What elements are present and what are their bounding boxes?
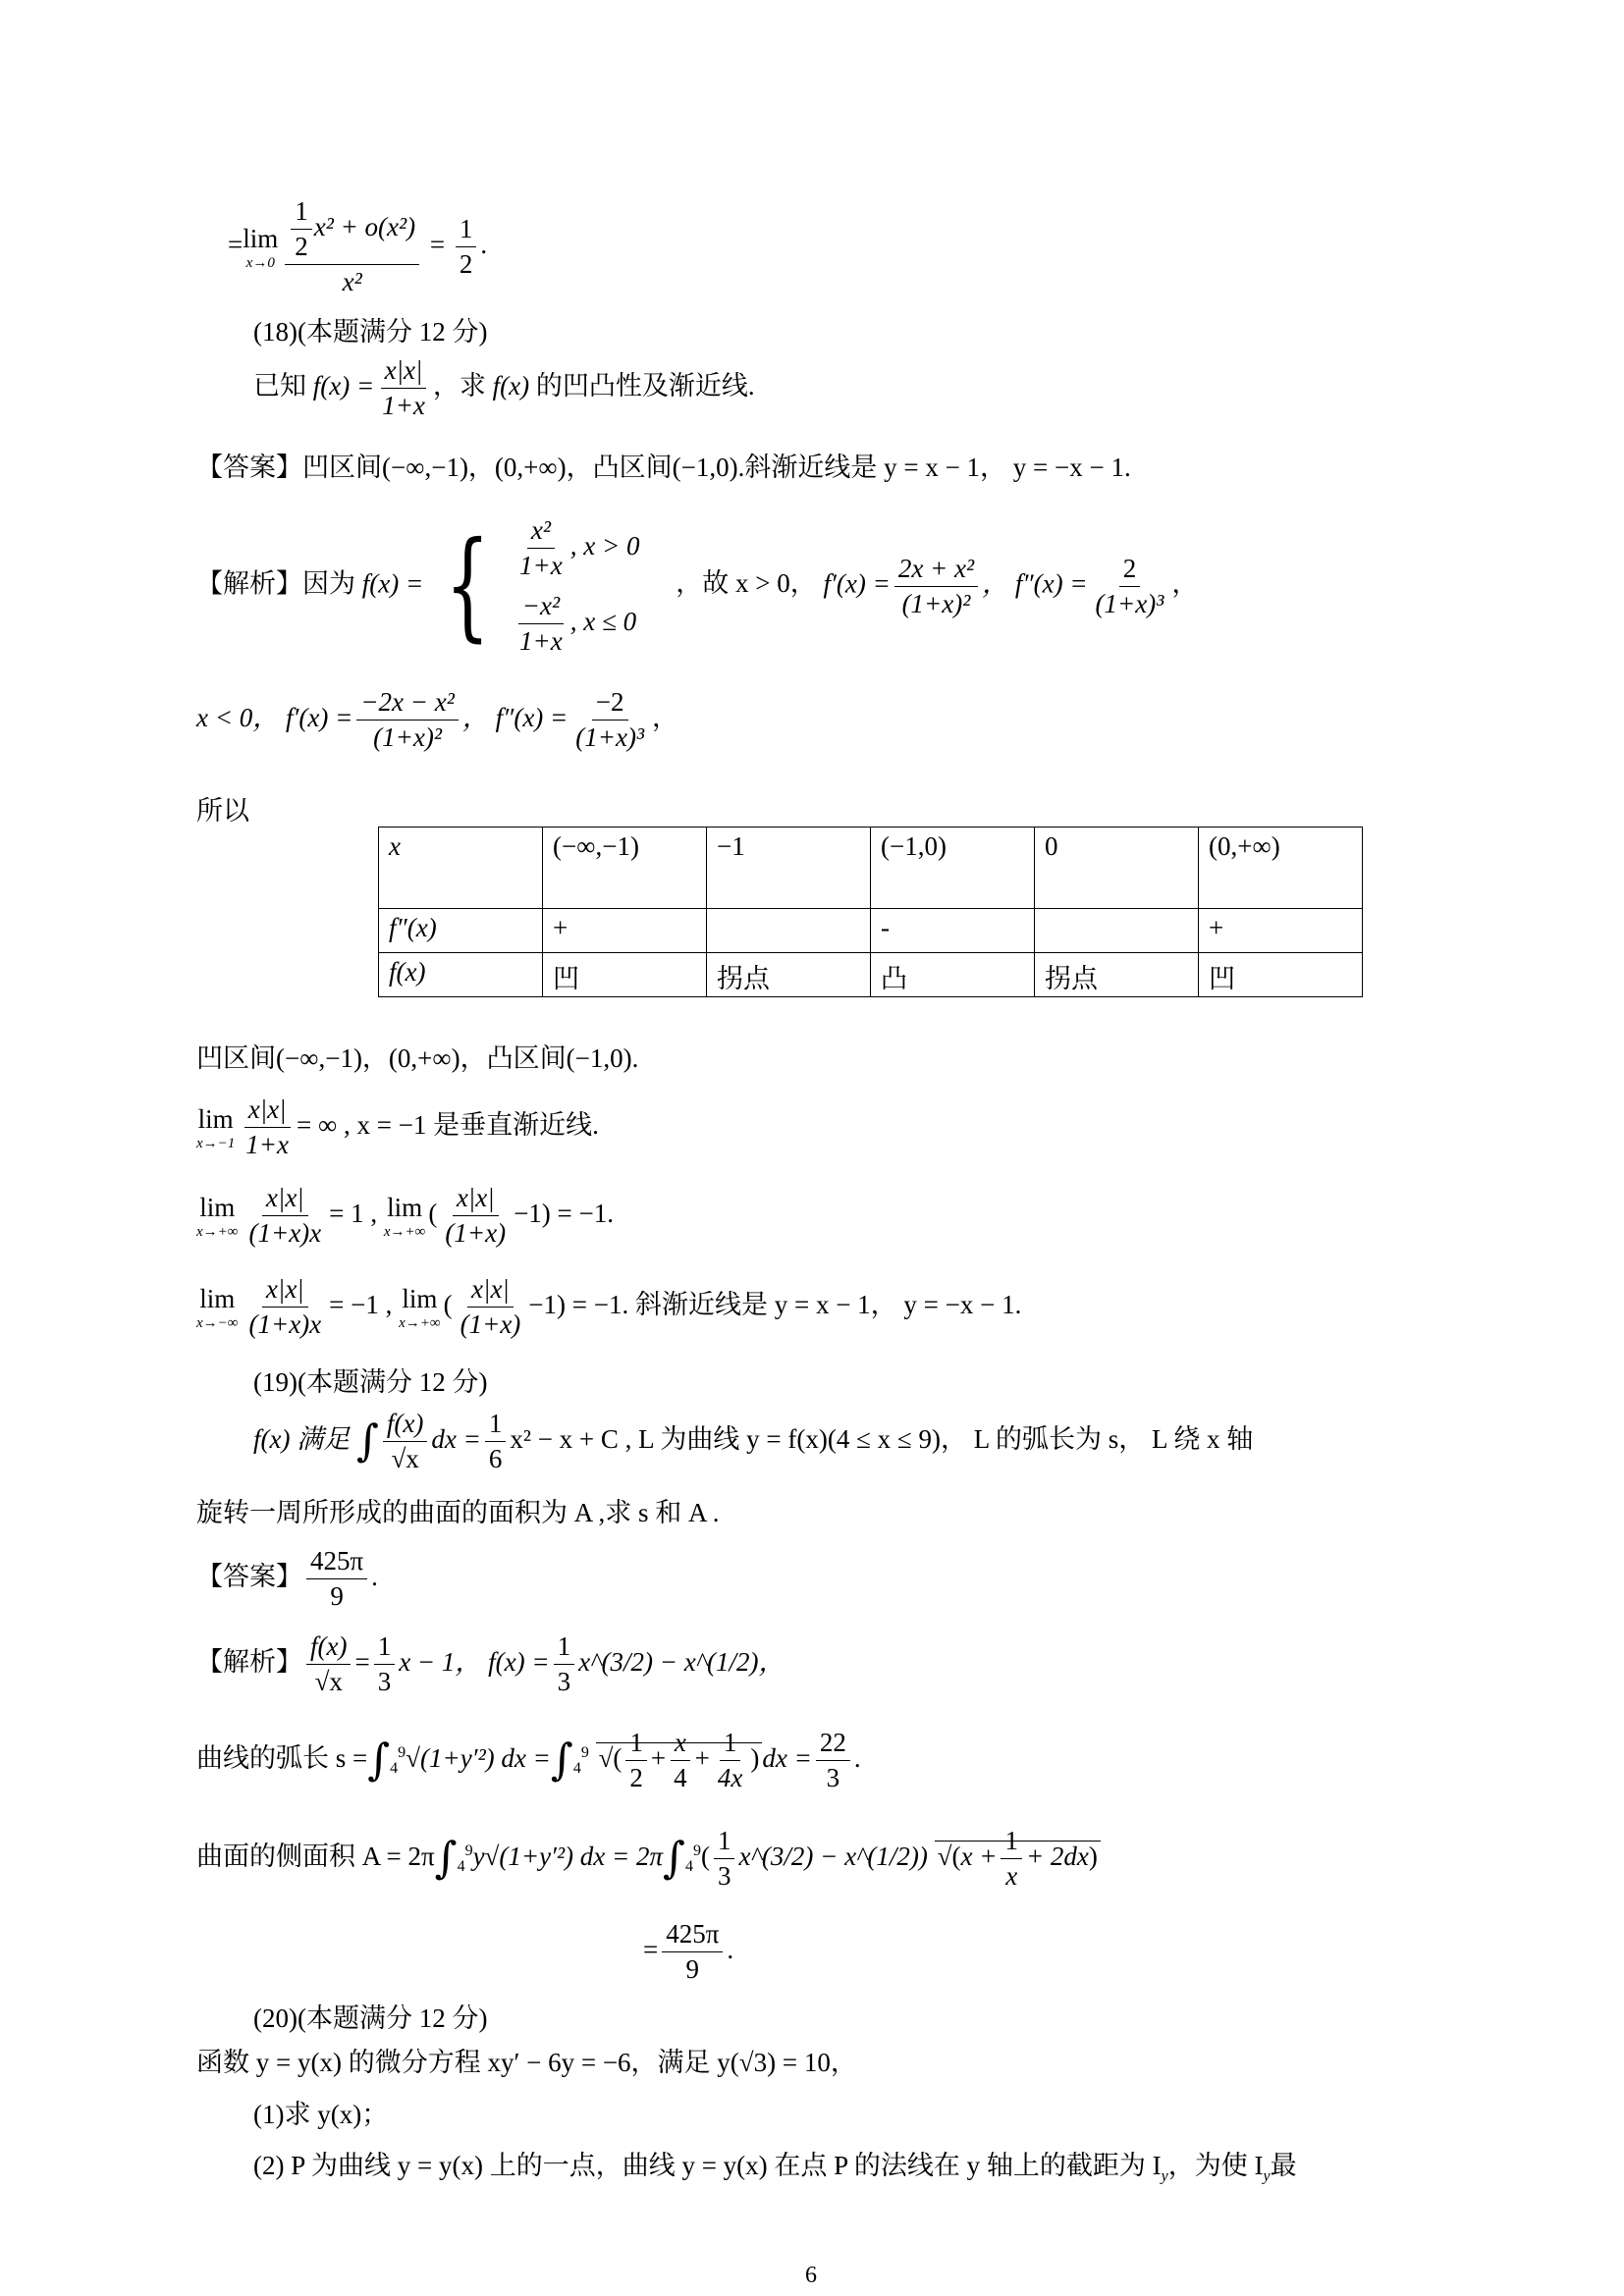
- table-cell: x: [379, 828, 543, 909]
- table-cell: 凹: [543, 953, 707, 997]
- piecewise-brace: {: [445, 517, 491, 655]
- table-cell: (−1,0): [871, 828, 1035, 909]
- q18-limit3: lim x→−∞ $\frac{x|x|}{(1+x)x}$ = −1 , lim x→+∞ ( $\frac{x|x|}{(1+x)}$ −1) = −1. 斜渐近线是 y = x − 1， y = −x − 1.: [196, 1274, 1022, 1340]
- q19-surface-area: 曲面的侧面积 $A = 2\pi\int_4^9y√(1+y'^2)$ dx = $2\pi\int_4^9$( $\frac{1}{3}$ x^(3/2) − x^(1/2)) √(x + $\frac{1}{x}$ + 2dx): [196, 1826, 1101, 1892]
- q19-answer: 【答案】 $\frac{425\pi}{9}$ .: [196, 1546, 378, 1612]
- table-cell: +: [1199, 909, 1363, 953]
- q18-answer: 【答案】凹区间(−∞,−1)，(0,+∞)，凸区间(−1,0).斜渐近线是 y = x − 1， y = −x − 1.: [196, 453, 1131, 482]
- q18-so: 所以: [196, 796, 249, 826]
- table-cell: 凹: [1199, 953, 1363, 997]
- q19-stem-line2: 旋转一周所形成的曲面的面积为 A ,求 s 和 A .: [196, 1498, 720, 1527]
- q18-stem: 已知 f(x) = $\frac{x|x|}{1+x}$ ，求 f(x) 的凹凸性及渐近线.: [253, 355, 755, 421]
- q19-stem-line1: f(x) 满足 ∫ $\frac{f(x)}{√x}$ dx = $\frac{1}{6}$ x² − x + C , L 为曲线 y = f(x)(4 ≤ x ≤ 9)， L 的弧长为 s， L 绕 x 轴: [253, 1409, 1254, 1474]
- q18-title: (18)(本题满分 12 分): [253, 317, 488, 347]
- q18-limit2: lim x→+∞ $\frac{x|x|}{(1+x)x}$ = 1 , lim x→+∞ ( $\frac{x|x|}{(1+x)}$ −1) = −1.: [196, 1183, 614, 1249]
- q18-limit1: lim x→−1 $\frac{x|x|}{1+x}$ = ∞ , x = −1 是垂直渐近线.: [196, 1095, 599, 1160]
- table-cell: (−∞,−1): [543, 828, 707, 909]
- table-row: [379, 828, 1363, 909]
- q18-conclusion: 凹区间(−∞,−1)，(0,+∞)，凸区间(−1,0).: [196, 1043, 639, 1073]
- q20-part2: (2) P 为曲线 y = y(x) 上的一点，曲线 y = y(x) 在点 P 的法线在 y 轴上的截距为 $I_y$，为使 $I_y$最: [253, 2151, 1297, 2185]
- table-cell: [707, 909, 871, 953]
- table-cell: 拐点: [707, 953, 871, 997]
- top-limit-equation: = lim x→0 $\frac{1}{2}$ x² + o(x²) x² = $\frac{1}{2}$ .: [228, 196, 488, 297]
- table-cell: [1035, 909, 1199, 953]
- table-row: [379, 953, 1363, 997]
- table-cell: 拐点: [1035, 953, 1199, 997]
- table-cell: −1: [707, 828, 871, 909]
- q18-analysis-line1: 【解析】因为 f(x) = { $\frac{\text{x²}}{1+x}$ , x > 0 $\frac{\text{−x²}}{1+x}$ , x ≤ 0 ，故 x > 0， f′(x) = $\frac{\text{2x + x²}}{\text{(1+x)²}}$ ， f″(x) = $\frac{2}{\text{(1+x)³}}$ ，: [196, 515, 1199, 657]
- table-row: [379, 909, 1363, 953]
- q20-stem: 函数 y = y(x) 的微分方程 xy′ − 6y = −6，满足 y(√3) = 10，: [196, 2048, 857, 2077]
- q19-arc-length: 曲线的弧长 $s =\int_4^9√(1+y'^2)$ dx $=\int_4^9$ √( $\frac{1}{2}$ + $\frac{x}{4}$ + $\frac{1}{4x}$ ) dx = $\frac{22}{3}$ .: [196, 1728, 861, 1793]
- table-cell: 凸: [871, 953, 1035, 997]
- table-cell: -: [871, 909, 1035, 953]
- table-cell: f(x): [379, 953, 543, 997]
- table-cell: +: [543, 909, 707, 953]
- concavity-table: [378, 827, 1363, 997]
- q20-part1: (1)求 y(x)；: [253, 2100, 389, 2129]
- q18-analysis-line2: x < 0， f′(x) = $\frac{\text{−2x − x²}}{\text{(1+x)²}}$ ， f″(x) = $\frac{-2}{\text{(1+x)³}}$ ，: [196, 687, 679, 753]
- page-number: 6: [805, 2263, 817, 2288]
- q19-surface-result: = $\frac{425\pi}{9}$ .: [643, 1919, 734, 1985]
- table-cell: f″(x): [379, 909, 543, 953]
- table-cell: 0: [1035, 828, 1199, 909]
- q19-title: (19)(本题满分 12 分): [253, 1367, 488, 1397]
- q19-analysis-line1: 【解析】 $\frac{f(x)}{√x}$ = $\frac{1}{3}$ x − 1， f(x) = $\frac{1}{3}$ x^(3/2) − x^(1/2)，: [196, 1631, 785, 1697]
- q20-title: (20)(本题满分 12 分): [253, 2003, 488, 2033]
- table-cell: (0,+∞): [1199, 828, 1363, 909]
